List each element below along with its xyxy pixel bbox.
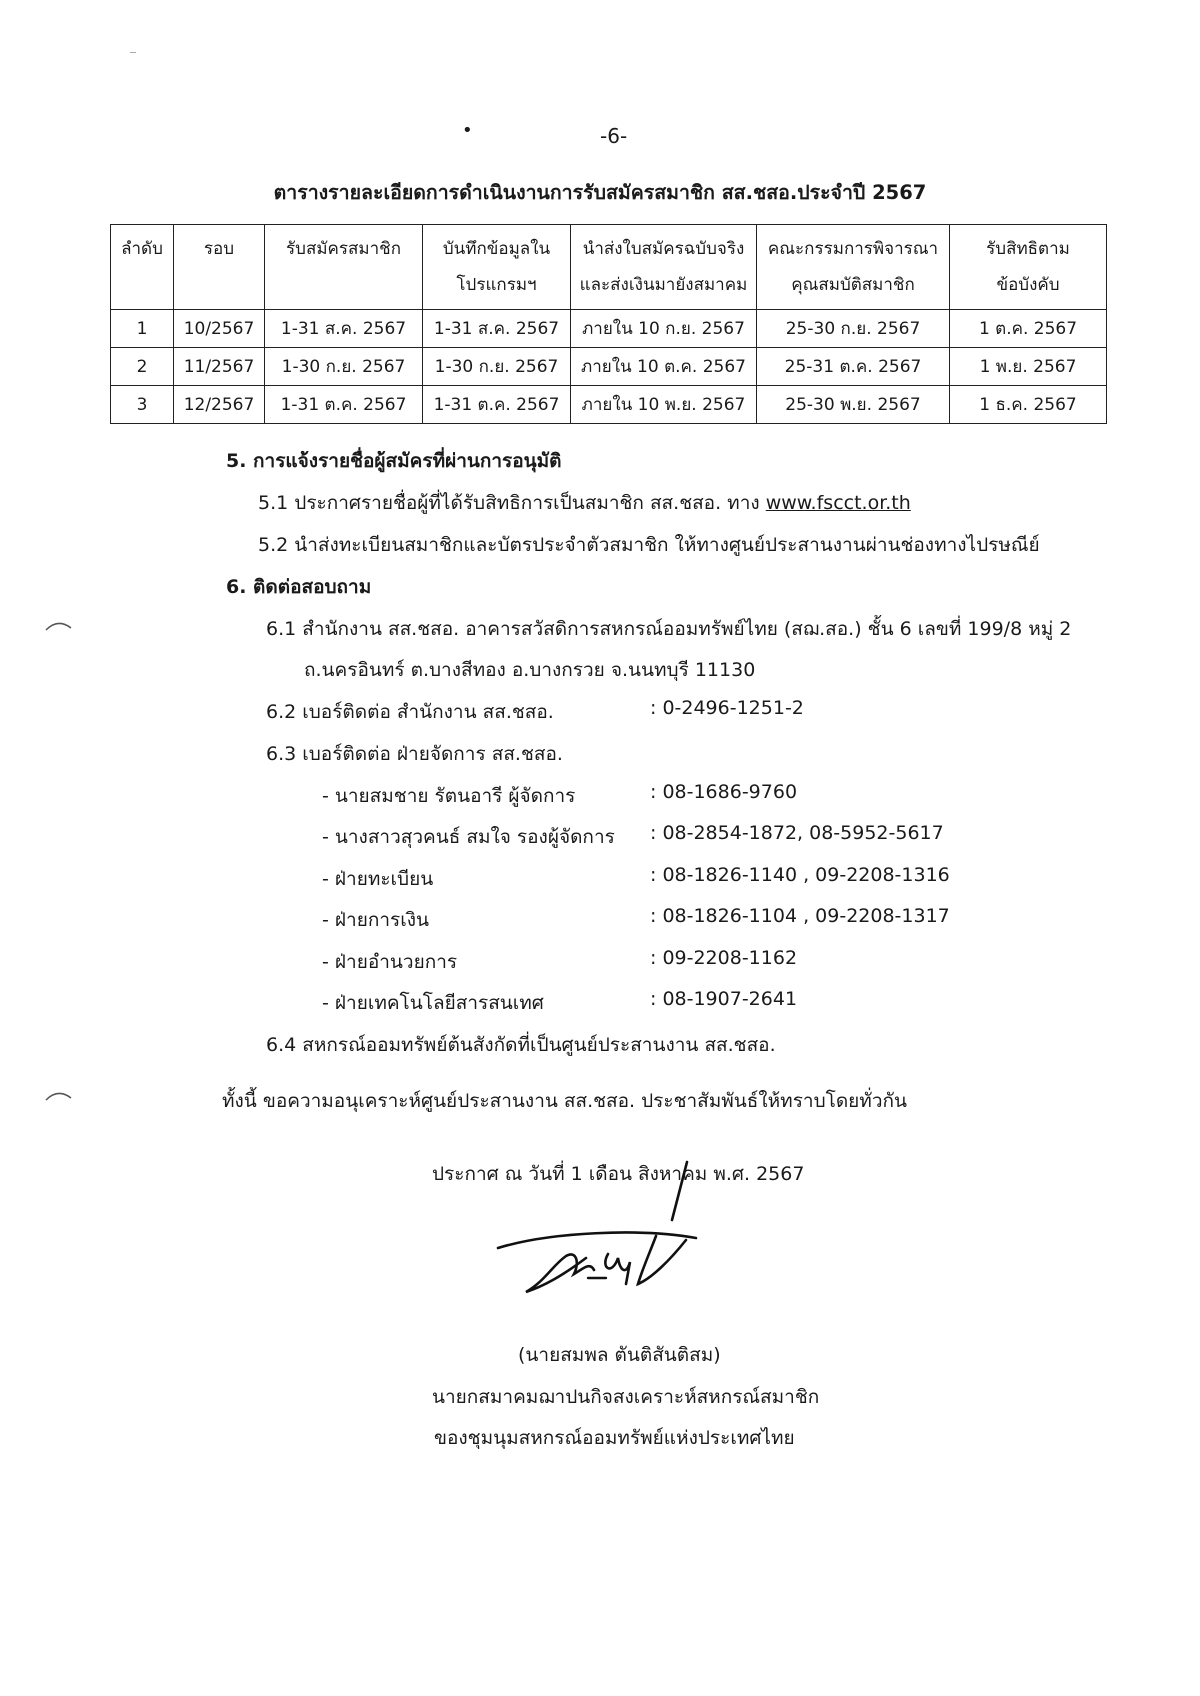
table-cell: 10/2567 (174, 310, 265, 348)
website-link[interactable]: www.fscct.or.th (765, 492, 911, 514)
table-row (111, 386, 1107, 424)
section6-heading: 6. ติดต่อสอบถาม (226, 576, 372, 598)
table-cell: ภายใน 10 ต.ค. 2567 (571, 348, 757, 386)
header-order: ลำดับ (111, 225, 174, 310)
punch-hole-mark (44, 616, 74, 636)
contact-name: - ฝ่ายทะเบียน (322, 868, 434, 890)
table-cell: ภายใน 10 ก.ย. 2567 (571, 310, 757, 348)
closing-statement: ทั้งนี้ ขอความอนุเคราะห์ศูนย์ประสานงาน สส.ชสอ. ประชาสัมพันธ์ให้ทราบโดยทั่วกัน (222, 1090, 907, 1112)
section5-item1-text: 5.1 ประกาศรายชื่อผู้ที่ได้รับสิทธิการเป็นสมาชิก สส.ชสอ. ทาง (258, 492, 766, 514)
contact-phone: : 08-2854-1872, 08-5952-5617 (650, 822, 944, 844)
contact-phone: : 09-2208-1162 (650, 947, 798, 969)
page-number: -6- (600, 124, 628, 148)
table-title: ตารางรายละเอียดการดำเนินงานการรับสมัครสมาชิก สส.ชสอ.ประจำปี 2567 (273, 181, 927, 204)
office-phone-label: 6.2 เบอร์ติดต่อ สำนักงาน สส.ชสอ. (266, 701, 554, 723)
contact-phone: : 08-1686-9760 (650, 781, 798, 803)
header-submit-original: นำส่งใบสมัครฉบับจริง และส่งเงินมายังสมาคม (571, 225, 757, 310)
signatory-title-line2: ของชุมนุมสหกรณ์ออมทรัพย์แห่งประเทศไทย (434, 1427, 795, 1449)
table-cell: 25-31 ต.ค. 2567 (757, 348, 950, 386)
table-row (111, 348, 1107, 386)
header-apply: รับสมัครสมาชิก (265, 225, 423, 310)
scan-dot: • (462, 120, 473, 141)
table-cell: 3 (111, 386, 174, 424)
table-cell: 1 ต.ค. 2567 (950, 310, 1107, 348)
table-cell: 1 พ.ย. 2567 (950, 348, 1107, 386)
contact-name: - นายสมชาย รัตนอารี ผู้จัดการ (322, 785, 576, 807)
header-rights: รับสิทธิตาม ข้อบังคับ (950, 225, 1107, 310)
contact-name: - ฝ่ายการเงิน (322, 909, 429, 931)
table-cell: 1 (111, 310, 174, 348)
table-cell: 25-30 ก.ย. 2567 (757, 310, 950, 348)
contact-phone: : 08-1826-1104 , 09-2208-1317 (650, 905, 950, 927)
punch-hole-mark (44, 1086, 74, 1106)
signatory-title-line1: นายกสมาคมฌาปนกิจสงเคราะห์สหกรณ์สมาชิก (432, 1386, 820, 1408)
table-cell: 1-31 ส.ค. 2567 (423, 310, 571, 348)
office-address-line1: 6.1 สำนักงาน สส.ชสอ. อาคารสวัสดิการสหกรณ์ออมทรัพย์ไทย (สฌ.สอ.) ชั้น 6 เลขที่ 199/8 หมู่ 2 (266, 618, 1072, 640)
header-round: รอบ (174, 225, 265, 310)
announcement-date: ประกาศ ณ วันที่ 1 เดือน สิงหาคม พ.ศ. 2567 (432, 1163, 805, 1185)
contact-name: - ฝ่ายเทคโนโลยีสารสนเทศ (322, 992, 544, 1014)
signatory-name: (นายสมพล ตันติสันติสม) (518, 1344, 721, 1366)
table-row (111, 310, 1107, 348)
contact-name: - นางสาวสุวคนธ์ สมใจ รองผู้จัดการ (322, 826, 615, 848)
table-cell: 2 (111, 348, 174, 386)
scan-speck (130, 52, 136, 53)
table-header-row (111, 225, 1107, 310)
contact-phone: : 08-1826-1140 , 09-2208-1316 (650, 864, 950, 886)
table-cell: 1-31 ส.ค. 2567 (265, 310, 423, 348)
signature-image (490, 1158, 740, 1308)
section5-heading: 5. การแจ้งรายชื่อผู้สมัครที่ผ่านการอนุมัติ (226, 450, 562, 472)
management-phone-label: 6.3 เบอร์ติดต่อ ฝ่ายจัดการ สส.ชสอ. (266, 743, 563, 765)
table-cell: 1-31 ต.ค. 2567 (265, 386, 423, 424)
table-cell: 25-30 พ.ย. 2567 (757, 386, 950, 424)
header-committee: คณะกรรมการพิจารณา คุณสมบัติสมาชิก (757, 225, 950, 310)
table-cell: 1-30 ก.ย. 2567 (423, 348, 571, 386)
contact-phone: : 08-1907-2641 (650, 988, 798, 1010)
office-address-line2: ถ.นครอินทร์ ต.บางสีทอง อ.บางกรวย จ.นนทบุรี 11130 (304, 659, 756, 681)
header-record-data: บันทึกข้อมูลใน โปรแกรมฯ (423, 225, 571, 310)
contact-name: - ฝ่ายอำนวยการ (322, 951, 458, 973)
schedule-table (110, 224, 1107, 424)
table-cell: 12/2567 (174, 386, 265, 424)
table-cell: 1-30 ก.ย. 2567 (265, 348, 423, 386)
table-cell: 1 ธ.ค. 2567 (950, 386, 1107, 424)
section5-item1 (258, 488, 911, 518)
table-cell: 11/2567 (174, 348, 265, 386)
section5-item2: 5.2 นำส่งทะเบียนสมาชิกและบัตรประจำตัวสมาชิก ให้ทางศูนย์ประสานงานผ่านช่องทางไปรษณีย์ (258, 534, 1040, 556)
table-cell: 1-31 ต.ค. 2567 (423, 386, 571, 424)
table-cell: ภายใน 10 พ.ย. 2567 (571, 386, 757, 424)
coordinating-coops-note: 6.4 สหกรณ์ออมทรัพย์ต้นสังกัดที่เป็นศูนย์ประสานงาน สส.ชสอ. (266, 1034, 776, 1056)
office-phone-number: : 0-2496-1251-2 (650, 697, 804, 719)
